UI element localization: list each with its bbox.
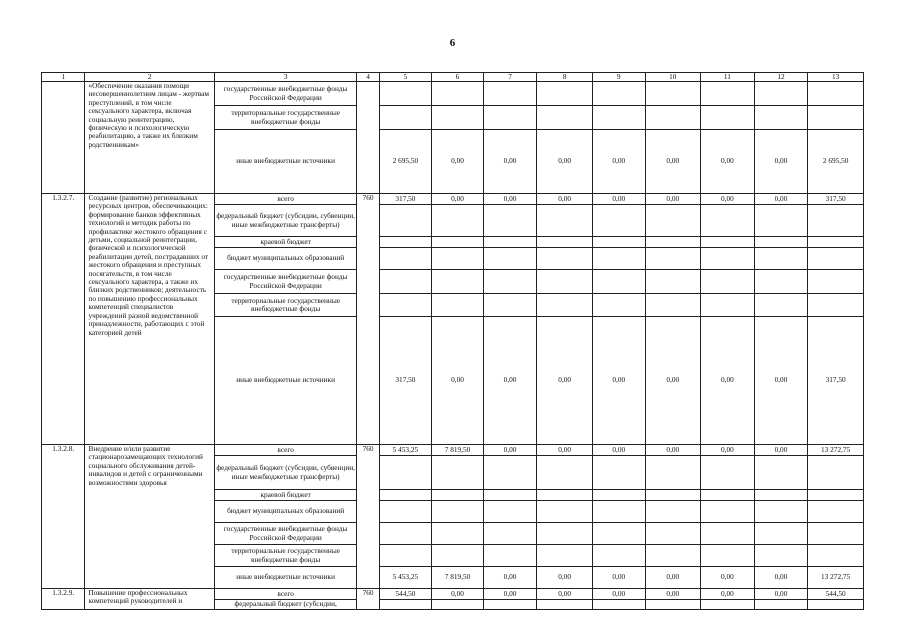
column-header: 11 — [701, 73, 755, 82]
source-label: федеральный бюджет (субсидии, субвенции, иные межбюджетные трансферты) — [214, 205, 357, 237]
column-header: 8 — [537, 73, 593, 82]
row-code: 1.3.2.9. — [42, 589, 85, 610]
value-cell: 0,00 — [592, 317, 645, 445]
source-label: иные внебюджетные источники — [214, 317, 357, 445]
value-cell: 0,00 — [483, 589, 537, 600]
value-cell: 0,00 — [432, 130, 484, 194]
value-cell: 0,00 — [592, 567, 645, 589]
table-row — [42, 445, 864, 456]
value-cell: 0,00 — [537, 567, 593, 589]
value-cell: 0,00 — [754, 445, 808, 456]
value-cell: 0,00 — [483, 194, 537, 205]
source-label: государственные внебюджетные фонды Российской Федерации — [214, 82, 357, 106]
value-cell: 0,00 — [537, 194, 593, 205]
column-number-row — [42, 73, 864, 82]
value-cell: 0,00 — [432, 589, 484, 600]
value-cell: 317,50 — [808, 194, 864, 205]
value-cell: 0,00 — [537, 445, 593, 456]
value-cell: 0,00 — [754, 317, 808, 445]
value-cell: 544,50 — [808, 589, 864, 600]
value-cell: 7 819,50 — [432, 567, 484, 589]
value-cell: 0,00 — [701, 194, 755, 205]
source-label: краевой бюджет — [214, 490, 357, 501]
value-cell: 317,50 — [808, 317, 864, 445]
row-name: Создание (развитие) региональных ресурсных центров, обеспечивающих: формирование банков эффективных технологий и методик работы по профилактике жестокого обращения с детьми, социальной реинтеграции, физической и психологической реабилитации детей, пострадавших от жестокого обращения и преступных посягательств, в том числе сексуального характера, а также их близких родственников; деятельность по повышению профессиональных компетенций специалистов учреждений разной ведомственной принадлежности, работающих с этой категорией детей — [85, 194, 214, 445]
row-code: 1.3.2.7. — [42, 194, 85, 445]
value-cell: 0,00 — [483, 130, 537, 194]
row-code: 1.3.2.8. — [42, 445, 85, 589]
column-header: 6 — [432, 73, 484, 82]
column-header: 12 — [754, 73, 808, 82]
budget-table — [41, 72, 864, 610]
value-cell: 0,00 — [432, 194, 484, 205]
value-cell: 0,00 — [701, 589, 755, 600]
column-header: 7 — [483, 73, 537, 82]
value-cell: 0,00 — [483, 317, 537, 445]
row-name: «Обеспечение оказания помощи несовершеннолетним лицам - жертвам преступлений, в том числе сексуального характера, включая социальную реинтеграцию, физическую и психологическую реабилитацию, а также их близким родственникам» — [85, 82, 214, 194]
column-header: 9 — [592, 73, 645, 82]
column-header: 1 — [42, 73, 85, 82]
value-cell: 0,00 — [592, 589, 645, 600]
page-number: 6 — [449, 37, 456, 49]
column-header: 10 — [645, 73, 701, 82]
column-header: 5 — [379, 73, 432, 82]
column-header: 3 — [214, 73, 357, 82]
value-cell: 317,50 — [379, 194, 432, 205]
value-cell: 0,00 — [483, 567, 537, 589]
source-label: территориальные государственные внебюджетные фонды — [214, 545, 357, 567]
value-cell: 0,00 — [645, 194, 701, 205]
column-header: 2 — [85, 73, 214, 82]
source-label: территориальные государственные внебюджетные фонды — [214, 106, 357, 130]
value-cell: 0,00 — [754, 130, 808, 194]
value-cell: 13 272,75 — [808, 445, 864, 456]
source-label: государственные внебюджетные фонды Российской Федерации — [214, 523, 357, 545]
source-label: иные внебюджетные источники — [214, 130, 357, 194]
value-cell: 13 272,75 — [808, 567, 864, 589]
row-name: Повышение профессиональных компетенций руководителей и — [85, 589, 214, 610]
value-cell: 0,00 — [592, 130, 645, 194]
source-label: всего — [214, 445, 357, 456]
value-cell: 0,00 — [537, 589, 593, 600]
value-cell: 7 819,50 — [432, 445, 484, 456]
value-cell: 0,00 — [701, 445, 755, 456]
value-cell: 2 695,50 — [379, 130, 432, 194]
source-label: федеральный бюджет (субсидии, — [214, 600, 357, 610]
row-name: Внедрение и/или развитие стационарозамещающих технологий социального обслуживания детей-инвалидов и детей с ограниченными возможностями здоровья — [85, 445, 214, 589]
column-header: 13 — [808, 73, 864, 82]
value-cell: 0,00 — [645, 317, 701, 445]
col4-value: 760 — [357, 194, 379, 445]
value-cell: 317,50 — [379, 317, 432, 445]
table-row — [42, 194, 864, 205]
table-row — [42, 82, 864, 106]
source-label: бюджет муниципальных образований — [214, 248, 357, 270]
value-cell: 0,00 — [592, 445, 645, 456]
source-label: всего — [214, 589, 357, 600]
value-cell: 0,00 — [754, 194, 808, 205]
source-label: иные внебюджетные источники — [214, 567, 357, 589]
value-cell: 0,00 — [432, 317, 484, 445]
value-cell: 0,00 — [537, 130, 593, 194]
value-cell: 0,00 — [645, 445, 701, 456]
source-label: федеральный бюджет (субсидии, субвенции, иные межбюджетные трансферты) — [214, 456, 357, 490]
value-cell: 0,00 — [645, 567, 701, 589]
source-label: бюджет муниципальных образований — [214, 501, 357, 523]
col4-value — [357, 82, 379, 194]
value-cell: 0,00 — [645, 589, 701, 600]
value-cell: 0,00 — [754, 589, 808, 600]
source-label: краевой бюджет — [214, 237, 357, 248]
value-cell: 0,00 — [592, 194, 645, 205]
col4-value: 760 — [357, 589, 379, 610]
value-cell: 544,50 — [379, 589, 432, 600]
value-cell: 0,00 — [645, 130, 701, 194]
value-cell: 0,00 — [483, 445, 537, 456]
source-label: государственные внебюджетные фонды Российской Федерации — [214, 270, 357, 294]
source-label: всего — [214, 194, 357, 205]
value-cell: 0,00 — [701, 567, 755, 589]
value-cell: 0,00 — [701, 317, 755, 445]
value-cell: 0,00 — [701, 130, 755, 194]
value-cell: 5 453,25 — [379, 445, 432, 456]
value-cell: 0,00 — [537, 317, 593, 445]
source-label: территориальные государственные внебюджетные фонды — [214, 294, 357, 317]
value-cell: 5 453,25 — [379, 567, 432, 589]
table-row — [42, 589, 864, 600]
column-header: 4 — [357, 73, 379, 82]
col4-value: 760 — [357, 445, 379, 589]
value-cell: 2 695,50 — [808, 130, 864, 194]
value-cell: 0,00 — [754, 567, 808, 589]
row-code — [42, 82, 85, 194]
